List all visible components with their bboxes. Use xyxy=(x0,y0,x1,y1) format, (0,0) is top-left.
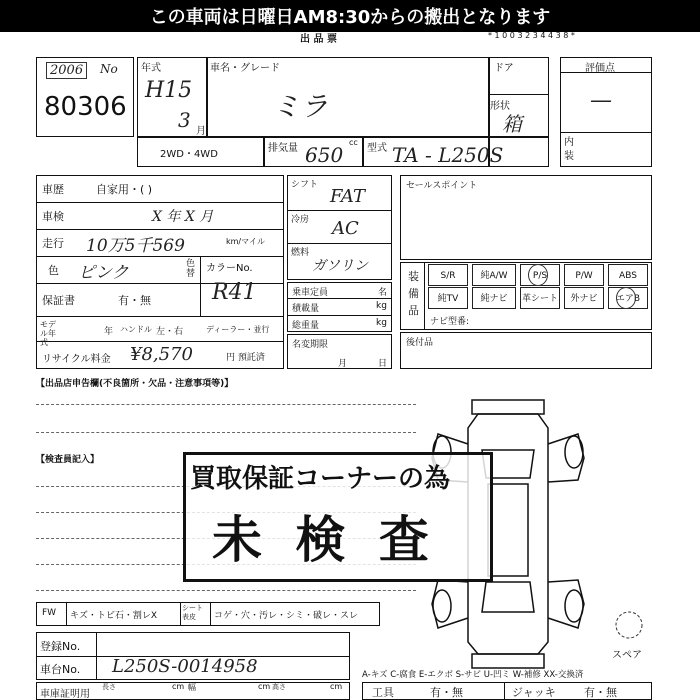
equip-tv: 純TV xyxy=(428,287,468,309)
load-unit: kg xyxy=(376,301,387,311)
rename-day: 日 xyxy=(378,359,388,369)
equip-leather-seat: 革シート xyxy=(520,287,560,309)
year-label: 年式 xyxy=(141,63,161,74)
serial-barcode-text: * 1 0 0 3 2 3 4 4 3 8 * xyxy=(488,31,575,40)
equipment-label: 装備品 xyxy=(408,270,419,317)
chassis-label: 車台No. xyxy=(40,663,81,676)
dim-length-unit: cm xyxy=(172,682,185,691)
type-value: TA - L250S xyxy=(392,143,504,167)
jack-label: ジャッキ xyxy=(512,686,556,699)
rename-month: 月 xyxy=(338,359,348,369)
color-value: ピンク xyxy=(78,263,129,283)
cc-label: cc xyxy=(349,138,358,147)
aftermarket-label: 後付品 xyxy=(406,338,434,348)
fw-label: FW xyxy=(42,608,57,618)
cert-label: 車庫証明用 xyxy=(40,689,90,700)
color-no-label: カラーNo. xyxy=(206,263,253,274)
grade-label: 評価点 xyxy=(585,63,615,74)
color-change-label: 色替 xyxy=(186,259,196,279)
lot-number: 80306 xyxy=(44,92,127,122)
mileage-unit: km/マイル xyxy=(226,237,265,246)
name-value: ミラ xyxy=(272,90,329,123)
history-label: 車歴 xyxy=(42,183,64,196)
navi-model-label: ナビ型番: xyxy=(430,317,470,327)
gross-unit: kg xyxy=(376,318,387,328)
ac-label: 冷房 xyxy=(291,215,310,225)
damage-symbols: A-キズ C-腐食 E-エクボ S-サビ U-凹ミ W-補修 XX-交換済 xyxy=(362,670,584,680)
fuel-label: 燃料 xyxy=(291,248,310,258)
dealer-label: ディーラー・並行 xyxy=(206,325,270,334)
seller-section-label: 【出品店申告欄(不良箇所・欠品・注意事項等)】 xyxy=(36,379,234,389)
mileage-value: 10万5千569 xyxy=(86,236,185,256)
color-no-value: R41 xyxy=(212,280,257,305)
dim-length: 長さ xyxy=(102,683,116,691)
lot-no-label: No xyxy=(100,62,118,76)
banner-text: この車両は日曜日AM8:30からの搬出となります xyxy=(149,7,551,28)
stamp-bottom-text: 未 検 査 xyxy=(212,511,437,569)
fw-value: キズ・トビ石・割レX xyxy=(70,611,157,621)
header-title-partial: 出 品 票 xyxy=(300,34,337,45)
year-value: H15 xyxy=(145,78,193,103)
recycle-label: リサイクル料金 xyxy=(42,354,111,365)
dim-width-unit: cm xyxy=(258,682,271,691)
history-value: 自家用・( ) xyxy=(96,183,153,196)
load-label: 積載量 xyxy=(292,304,320,314)
seat-value: コゲ・穴・汚レ・シミ・破レ・スレ xyxy=(214,611,359,621)
recycle-suffix: 円 預託済 xyxy=(226,353,265,363)
spare-label: スペア xyxy=(612,650,642,661)
grade-value: — xyxy=(590,88,612,113)
capacity-label: 乗車定員 xyxy=(292,288,329,298)
displacement-label: 排気量 xyxy=(268,143,298,154)
interior-label: 内装 xyxy=(564,137,574,162)
aftermarket-box xyxy=(400,332,652,369)
ps-circle xyxy=(528,264,548,286)
month-value: 3 xyxy=(178,108,191,132)
capacity-unit: 名 xyxy=(378,288,388,298)
inspection-label: 車検 xyxy=(42,210,64,223)
stamp-top-text: 買取保証コーナーの為 xyxy=(190,464,451,494)
lot-year-tag: 2006 xyxy=(46,62,87,79)
drive-label: 2WD・4WD xyxy=(160,149,218,160)
shift-label: シフト xyxy=(291,180,319,190)
sales-label: セールスポイント xyxy=(406,181,478,191)
rename-label: 名変期限 xyxy=(292,340,329,350)
registration-label: 登録No. xyxy=(40,640,81,653)
mileage-label: 走行 xyxy=(42,237,64,250)
displacement-value: 650 xyxy=(305,143,344,167)
equip-ext-navi: 外ナビ xyxy=(564,287,604,309)
type-label: 型式 xyxy=(367,143,387,154)
equip-abs: ABS xyxy=(608,264,648,286)
shape-value: 箱 xyxy=(502,112,522,136)
shape-label: 形状 xyxy=(490,101,510,112)
dim-height-unit: cm xyxy=(330,682,343,691)
equip-airbag: エアB xyxy=(608,287,648,309)
equip-navi: 純ナビ xyxy=(472,287,516,309)
shift-value: FAT xyxy=(330,186,365,207)
handle-value: 左・右 xyxy=(156,327,184,337)
seat-label: シート表皮 xyxy=(182,604,203,621)
equip-power-window: P/W xyxy=(564,264,604,286)
color-label: 色 xyxy=(48,264,59,277)
tools-value: 有・無 xyxy=(430,686,463,699)
equip-alloy-wheel: 純A/W xyxy=(472,264,516,286)
name-label: 車名・グレード xyxy=(210,63,280,74)
chassis-value: L250S-0014958 xyxy=(112,656,258,677)
inspector-section-label: 【検査員記入】 xyxy=(36,455,100,465)
fuel-value: ガソリン xyxy=(312,258,368,274)
recycle-value: ¥8,570 xyxy=(130,344,193,365)
tools-label: 工具 xyxy=(372,686,394,699)
dim-width: 幅 xyxy=(188,683,196,692)
door-label: ドア xyxy=(494,63,514,74)
model-year-label: モデル年式 xyxy=(40,320,56,347)
model-year-value: 年 xyxy=(104,327,114,337)
equip-sr: S/R xyxy=(428,264,468,286)
handle-label: ハンドル xyxy=(120,325,152,334)
warranty-label: 保証書 xyxy=(42,294,75,307)
ac-value: AC xyxy=(332,218,359,239)
spare-tire-icon xyxy=(614,608,644,642)
inspection-value: X 年 X 月 xyxy=(152,209,214,225)
gross-label: 総重量 xyxy=(292,321,320,331)
airbag-circle xyxy=(616,287,636,309)
month-label: 月 xyxy=(196,126,206,137)
jack-value: 有・無 xyxy=(584,686,617,699)
equip-power-steering: P/S xyxy=(520,264,560,286)
dim-height: 高さ xyxy=(272,683,286,691)
warranty-value: 有・無 xyxy=(118,294,151,307)
